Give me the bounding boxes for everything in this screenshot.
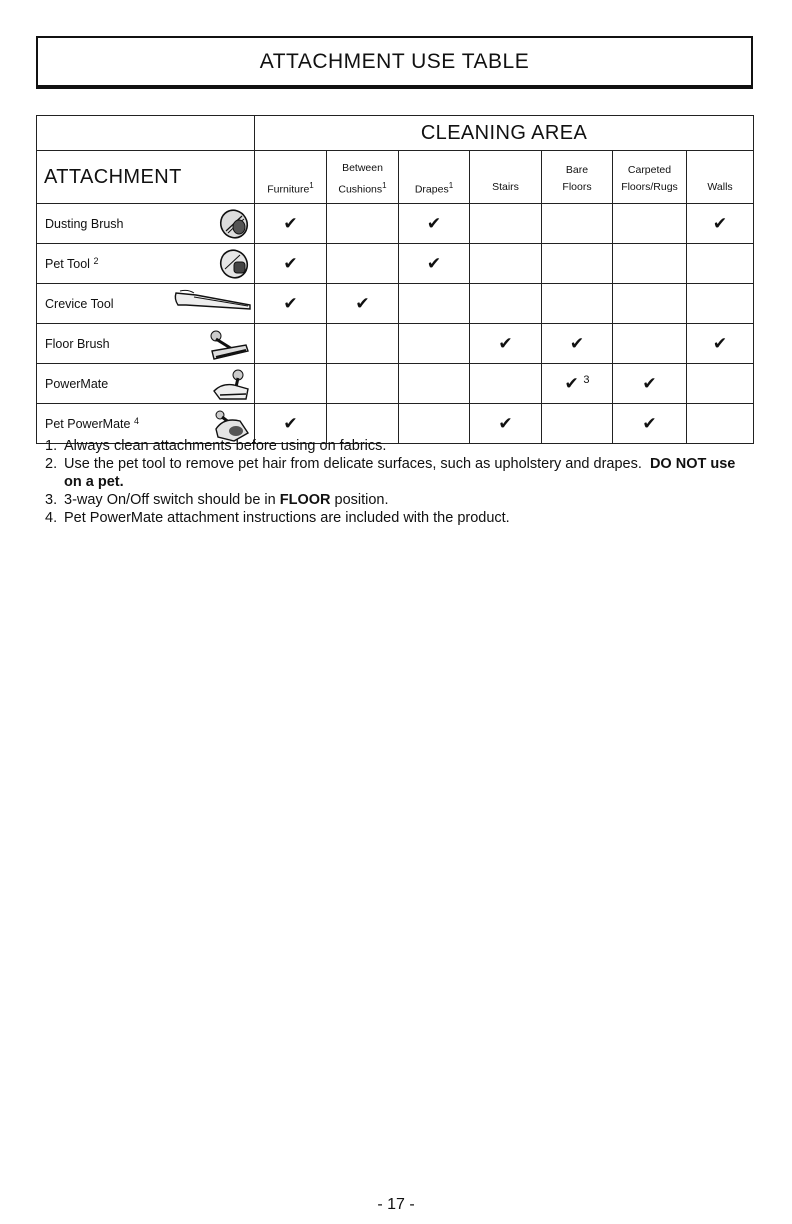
attachment-name-cell [37,324,255,364]
check-mark: ✔ [283,253,298,273]
check-mark: ✔ [498,413,513,433]
attachment-name: PowerMate [45,376,109,391]
check-mark: ✔ [712,333,728,353]
empty-cell [470,244,542,284]
check-mark: ✔ [564,373,579,393]
check-mark-cell [255,204,327,244]
footnote-warning: DO NOT use on a pet. [64,456,736,490]
footnote-text-main: Use the pet tool to remove pet hair from delicate surfaces, such as upholstery and drapes. [64,456,642,472]
column-header-cushions [327,151,399,204]
column-header-label [542,179,612,196]
powermate-icon [210,367,252,408]
check-mark: ✔ [426,213,442,233]
attachment-name-cell [37,284,255,324]
empty-cell [255,364,327,404]
column-header-label [687,179,753,196]
empty-cell [399,324,470,364]
check-mark: ✔ [498,333,513,353]
footnote-3 [45,491,745,509]
column-header-label [327,177,398,199]
check-mark-cell [542,364,613,404]
empty-cell [542,284,613,324]
check-mark: ✔ [355,293,370,313]
footnote-text: Always clean attachments before using on fabrics. [64,438,387,454]
column-header-furniture [255,151,327,204]
attachment-use-table [36,115,754,444]
footnote-text [64,491,745,509]
check-mark: ✔ [712,213,728,233]
empty-cell [687,244,754,284]
cleaning-area-header: CLEANING AREA [255,116,754,151]
table-row [37,284,754,324]
empty-cell [542,244,613,284]
table-row [37,244,754,284]
footnote-ref: 2 [93,256,99,266]
footnote-2 [45,455,745,491]
footnote-number: 1. [45,438,58,454]
footnote-number: 3. [45,492,58,508]
footnote-number: 2. [45,456,58,472]
column-header-top-line [399,160,469,177]
check-mark-cell [542,324,613,364]
check-mark: ✔ [283,293,298,313]
empty-cell [687,284,754,324]
attachment-name: Floor Brush [45,336,110,351]
attachment-name: Pet PowerMate [45,417,131,431]
page-title: ATTACHMENT USE TABLE [259,49,530,73]
floor-brush-icon [202,327,252,366]
column-header-text: Floors/Rugs [621,181,678,193]
column-header-drapes [399,151,470,204]
column-header-walls [687,151,754,204]
check-mark-cell [687,324,754,364]
column-header-text: Floors [562,181,592,193]
column-header-top-line: Bare [565,164,589,176]
column-header-text: Walls [707,181,733,193]
pet-tool-icon [216,247,252,284]
footnotes [45,437,745,527]
attachment-column-header: ATTACHMENT [37,151,255,204]
column-header-stairs [470,151,542,204]
empty-cell [327,244,399,284]
empty-cell [613,244,687,284]
table-group-header-row [37,116,754,151]
check-mark: ✔ [283,213,298,233]
footnote-ref: 1 [309,180,314,190]
footnote-text: Pet PowerMate attachment instructions are included with the product. [64,510,510,526]
footnote-ref: 1 [382,180,387,190]
footnote-1 [45,437,745,455]
attachment-name-cell [37,244,255,284]
footnote-ref: 1 [448,180,454,190]
empty-cell [687,364,754,404]
dusting-brush-icon [216,207,252,244]
check-mark: ✔ [569,333,585,353]
table-column-header-row [37,151,754,204]
empty-cell [470,364,542,404]
empty-cell [255,324,327,364]
check-mark: ✔ [642,413,657,433]
footnote-text-post: position. [334,492,389,508]
page-number: - 17 - [377,1196,415,1213]
attachment-name: Pet Tool [45,257,90,271]
crevice-tool-icon [172,287,252,320]
check-mark: ✔ [283,413,298,433]
empty-cell [542,204,613,244]
check-mark-cell [327,284,399,324]
column-header-label [255,177,326,199]
footnote-text [64,455,745,491]
column-header-label [470,179,541,196]
attachment-name: Dusting Brush [45,216,124,231]
attachment-name-cell [37,364,255,404]
empty-cell [613,284,687,324]
footnote-4 [45,509,745,527]
column-header-floors [542,151,613,204]
column-header-top-line [687,162,753,179]
empty-cell [470,284,542,324]
footnote-number: 4. [45,510,58,526]
column-header-text: Drapes [414,183,449,196]
check-mark-cell [399,244,470,284]
column-header-top-line: Carpeted [627,164,672,176]
empty-cell [613,324,687,364]
column-header-text: Furniture [267,183,310,196]
attachment-name: Crevice Tool [45,296,114,311]
table-row [37,204,754,244]
attachment-name-cell [37,204,255,244]
footnote-ref: 3 [583,373,590,386]
empty-cell [470,204,542,244]
table-row [37,324,754,364]
check-mark-cell [255,284,327,324]
table-row [37,364,754,404]
empty-cell [327,364,399,404]
footnote-text-pre: 3-way On/Off switch should be in [64,492,276,508]
empty-cell [327,324,399,364]
footnote-ref: 4 [133,416,139,426]
empty-cell [327,204,399,244]
column-header-label [399,177,469,199]
column-header-top-line: Between [342,161,383,174]
check-mark-cell [687,204,754,244]
blank-corner-cell [37,116,255,151]
column-header-top-line [470,162,541,179]
column-header-top-line [255,160,326,177]
column-header-label [613,179,686,196]
column-header-text: Cushions [338,183,383,196]
check-mark-cell [470,324,542,364]
empty-cell [399,284,470,324]
check-mark-cell [255,244,327,284]
empty-cell [613,204,687,244]
check-mark-cell [399,204,470,244]
check-mark: ✔ [642,373,657,393]
check-mark-cell [613,364,687,404]
check-mark: ✔ [426,253,442,273]
table-body [37,204,754,444]
title-banner [36,36,753,89]
column-header-text: Stairs [492,181,519,193]
empty-cell [399,364,470,404]
footnote-emphasis: FLOOR [279,492,331,508]
column-header-floors-rugs [613,151,687,204]
